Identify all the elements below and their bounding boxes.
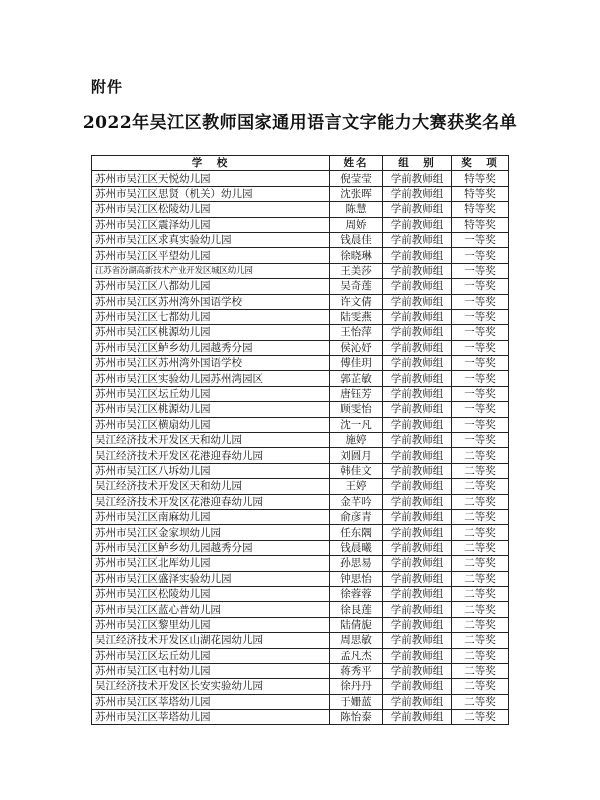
cell-name: 顾雯怡 bbox=[330, 402, 383, 417]
table-row bbox=[92, 294, 509, 309]
cell-name: 陆倩旎 bbox=[330, 617, 383, 632]
cell-group: 学前教师组 bbox=[383, 463, 452, 478]
cell-award: 特等奖 bbox=[452, 186, 509, 201]
table-row bbox=[92, 417, 509, 432]
table-row bbox=[92, 571, 509, 586]
cell-name: 韩佳文 bbox=[330, 463, 383, 478]
cell-school: 苏州市吴江区求真实验幼儿园 bbox=[92, 232, 330, 247]
table-row bbox=[92, 633, 509, 648]
cell-group: 学前教师组 bbox=[383, 448, 452, 463]
table-row bbox=[92, 356, 509, 371]
cell-school: 吴江经济技术开发区天和幼儿园 bbox=[92, 479, 330, 494]
cell-name: 陆雯燕 bbox=[330, 309, 383, 324]
table-row bbox=[92, 448, 509, 463]
cell-school: 苏州市吴江区蓝心普幼儿园 bbox=[92, 602, 330, 617]
cell-award: 二等奖 bbox=[452, 509, 509, 524]
table-row bbox=[92, 279, 509, 294]
cell-school: 苏州市吴江区桃源幼儿园 bbox=[92, 402, 330, 417]
cell-group: 学前教师组 bbox=[383, 617, 452, 632]
cell-group: 学前教师组 bbox=[383, 433, 452, 448]
cell-name: 于姗蓝 bbox=[330, 694, 383, 709]
cell-name: 侯沁妤 bbox=[330, 340, 383, 355]
cell-name: 陈慧 bbox=[330, 202, 383, 217]
table-row bbox=[92, 263, 509, 278]
table-body bbox=[92, 171, 509, 725]
cell-school: 苏州市吴江区苏州湾外国语学校 bbox=[92, 294, 330, 309]
cell-award: 二等奖 bbox=[452, 479, 509, 494]
cell-award: 一等奖 bbox=[452, 248, 509, 263]
cell-name: 王婷 bbox=[330, 479, 383, 494]
cell-name: 沈一凡 bbox=[330, 417, 383, 432]
cell-group: 学前教师组 bbox=[383, 340, 452, 355]
cell-award: 一等奖 bbox=[452, 232, 509, 247]
cell-group: 学前教师组 bbox=[383, 571, 452, 586]
cell-award: 一等奖 bbox=[452, 417, 509, 432]
cell-school: 苏州市吴江区平望幼儿园 bbox=[92, 248, 330, 263]
table-row bbox=[92, 525, 509, 540]
cell-award: 一等奖 bbox=[452, 386, 509, 401]
cell-group: 学前教师组 bbox=[383, 371, 452, 386]
cell-group: 学前教师组 bbox=[383, 248, 452, 263]
table-row bbox=[92, 340, 509, 355]
cell-group: 学前教师组 bbox=[383, 525, 452, 540]
cell-name: 唐钰芳 bbox=[330, 386, 383, 401]
table-row bbox=[92, 402, 509, 417]
table-row bbox=[92, 171, 509, 186]
cell-school: 苏州市吴江区苏州湾外国语学校 bbox=[92, 356, 330, 371]
cell-school: 苏州市吴江区黎里幼儿园 bbox=[92, 617, 330, 632]
cell-group: 学前教师组 bbox=[383, 356, 452, 371]
table-row bbox=[92, 679, 509, 694]
cell-award: 二等奖 bbox=[452, 448, 509, 463]
table-row bbox=[92, 479, 509, 494]
table-row bbox=[92, 433, 509, 448]
cell-school: 苏州市吴江区莘塔幼儿园 bbox=[92, 694, 330, 709]
table-row bbox=[92, 232, 509, 247]
cell-group: 学前教师组 bbox=[383, 602, 452, 617]
cell-award: 一等奖 bbox=[452, 294, 509, 309]
cell-group: 学前教师组 bbox=[383, 663, 452, 678]
cell-award: 二等奖 bbox=[452, 602, 509, 617]
cell-award: 一等奖 bbox=[452, 325, 509, 340]
cell-group: 学前教师组 bbox=[383, 186, 452, 201]
cell-school: 苏州市吴江区震泽幼儿园 bbox=[92, 217, 330, 232]
table-row bbox=[92, 186, 509, 201]
cell-name: 钟思怡 bbox=[330, 571, 383, 586]
cell-group: 学前教师组 bbox=[383, 232, 452, 247]
cell-name: 施婷 bbox=[330, 433, 383, 448]
table-row bbox=[92, 463, 509, 478]
cell-name: 孙思易 bbox=[330, 556, 383, 571]
cell-school: 苏州市吴江区横扇幼儿园 bbox=[92, 417, 330, 432]
cell-group: 学前教师组 bbox=[383, 694, 452, 709]
cell-name: 许文倩 bbox=[330, 294, 383, 309]
cell-group: 学前教师组 bbox=[383, 648, 452, 663]
header-school: 学 校 bbox=[92, 156, 330, 171]
cell-award: 一等奖 bbox=[452, 279, 509, 294]
cell-name: 钱晨佳 bbox=[330, 232, 383, 247]
table-row bbox=[92, 325, 509, 340]
header-group: 组 别 bbox=[383, 156, 452, 171]
cell-group: 学前教师组 bbox=[383, 402, 452, 417]
cell-name: 徐丹丹 bbox=[330, 679, 383, 694]
cell-name: 任东隅 bbox=[330, 525, 383, 540]
cell-award: 二等奖 bbox=[452, 710, 509, 725]
cell-name: 傅佳玥 bbox=[330, 356, 383, 371]
table-row bbox=[92, 556, 509, 571]
cell-school: 苏州市吴江区松陵幼儿园 bbox=[92, 586, 330, 601]
cell-school: 苏州市吴江区莘塔幼儿园 bbox=[92, 710, 330, 725]
cell-name: 俞彦青 bbox=[330, 509, 383, 524]
cell-group: 学前教师组 bbox=[383, 386, 452, 401]
table-row bbox=[92, 494, 509, 509]
cell-award: 二等奖 bbox=[452, 648, 509, 663]
cell-group: 学前教师组 bbox=[383, 586, 452, 601]
cell-award: 一等奖 bbox=[452, 340, 509, 355]
cell-name: 倪莹莹 bbox=[330, 171, 383, 186]
cell-award: 二等奖 bbox=[452, 586, 509, 601]
cell-school: 苏州市吴江区八坼幼儿园 bbox=[92, 463, 330, 478]
cell-school: 苏州市吴江区坛丘幼儿园 bbox=[92, 648, 330, 663]
cell-group: 学前教师组 bbox=[383, 479, 452, 494]
cell-school: 吴江经济技术开发区长安实验幼儿园 bbox=[92, 679, 330, 694]
table-row bbox=[92, 710, 509, 725]
table-row bbox=[92, 217, 509, 232]
cell-name: 孟凡杰 bbox=[330, 648, 383, 663]
cell-award: 二等奖 bbox=[452, 663, 509, 678]
table-row bbox=[92, 586, 509, 601]
cell-name: 刘圆月 bbox=[330, 448, 383, 463]
cell-name: 沈张晖 bbox=[330, 186, 383, 201]
cell-school: 苏州市吴江区屯村幼儿园 bbox=[92, 663, 330, 678]
cell-award: 二等奖 bbox=[452, 694, 509, 709]
cell-award: 二等奖 bbox=[452, 494, 509, 509]
cell-school: 江苏省汾湖高新技术产业开发区城区幼儿园 bbox=[92, 263, 330, 278]
cell-award: 特等奖 bbox=[452, 217, 509, 232]
cell-group: 学前教师组 bbox=[383, 263, 452, 278]
cell-school: 苏州市吴江区思贤（机关）幼儿园 bbox=[92, 186, 330, 201]
table-row bbox=[92, 248, 509, 263]
cell-school: 苏州市吴江区八都幼儿园 bbox=[92, 279, 330, 294]
cell-name: 陈怡泰 bbox=[330, 710, 383, 725]
award-table bbox=[91, 155, 509, 725]
cell-award: 二等奖 bbox=[452, 679, 509, 694]
cell-school: 苏州市吴江区实验幼儿园苏州湾园区 bbox=[92, 371, 330, 386]
cell-name: 郭芷敏 bbox=[330, 371, 383, 386]
table-row bbox=[92, 694, 509, 709]
table-row bbox=[92, 648, 509, 663]
table-row bbox=[92, 540, 509, 555]
cell-school: 苏州市吴江区七都幼儿园 bbox=[92, 309, 330, 324]
cell-group: 学前教师组 bbox=[383, 679, 452, 694]
cell-award: 一等奖 bbox=[452, 356, 509, 371]
cell-award: 二等奖 bbox=[452, 525, 509, 540]
cell-school: 吴江经济技术开发区花港迎春幼儿园 bbox=[92, 448, 330, 463]
cell-school: 苏州市吴江区天悦幼儿园 bbox=[92, 171, 330, 186]
cell-school: 苏州市吴江区金家坝幼儿园 bbox=[92, 525, 330, 540]
cell-name: 王美莎 bbox=[330, 263, 383, 278]
table-row bbox=[92, 202, 509, 217]
table-row bbox=[92, 509, 509, 524]
cell-school: 苏州市吴江区南麻幼儿园 bbox=[92, 509, 330, 524]
cell-award: 一等奖 bbox=[452, 433, 509, 448]
cell-award: 一等奖 bbox=[452, 402, 509, 417]
table-row bbox=[92, 371, 509, 386]
cell-group: 学前教师组 bbox=[383, 171, 452, 186]
table-row bbox=[92, 663, 509, 678]
cell-award: 一等奖 bbox=[452, 309, 509, 324]
table-header-row bbox=[92, 156, 509, 171]
cell-group: 学前教师组 bbox=[383, 710, 452, 725]
cell-school: 吴江经济技术开发区花港迎春幼儿园 bbox=[92, 494, 330, 509]
cell-award: 二等奖 bbox=[452, 617, 509, 632]
table-row bbox=[92, 617, 509, 632]
cell-group: 学前教师组 bbox=[383, 202, 452, 217]
cell-group: 学前教师组 bbox=[383, 309, 452, 324]
cell-award: 二等奖 bbox=[452, 633, 509, 648]
cell-group: 学前教师组 bbox=[383, 294, 452, 309]
cell-award: 二等奖 bbox=[452, 556, 509, 571]
cell-school: 苏州市吴江区桃源幼儿园 bbox=[92, 325, 330, 340]
cell-school: 苏州市吴江区盛泽实验幼儿园 bbox=[92, 571, 330, 586]
cell-group: 学前教师组 bbox=[383, 494, 452, 509]
cell-award: 一等奖 bbox=[452, 371, 509, 386]
cell-school: 苏州市吴江区鲈乡幼儿园越秀分园 bbox=[92, 340, 330, 355]
attachment-label: 附件 bbox=[91, 78, 124, 96]
cell-award: 二等奖 bbox=[452, 540, 509, 555]
cell-award: 二等奖 bbox=[452, 463, 509, 478]
cell-name: 周思敏 bbox=[330, 633, 383, 648]
cell-school: 吴江经济技术开发区天和幼儿园 bbox=[92, 433, 330, 448]
cell-award: 特等奖 bbox=[452, 202, 509, 217]
cell-name: 王怡萍 bbox=[330, 325, 383, 340]
cell-group: 学前教师组 bbox=[383, 509, 452, 524]
cell-group: 学前教师组 bbox=[383, 217, 452, 232]
header-award: 奖 项 bbox=[452, 156, 509, 171]
cell-name: 金芊吟 bbox=[330, 494, 383, 509]
cell-school: 吴江经济技术开发区山湖花园幼儿园 bbox=[92, 633, 330, 648]
cell-school: 苏州市吴江区鲈乡幼儿园越秀分园 bbox=[92, 540, 330, 555]
cell-name: 徐艮莲 bbox=[330, 602, 383, 617]
cell-school: 苏州市吴江区坛丘幼儿园 bbox=[92, 386, 330, 401]
cell-group: 学前教师组 bbox=[383, 556, 452, 571]
cell-group: 学前教师组 bbox=[383, 540, 452, 555]
table-row bbox=[92, 386, 509, 401]
cell-award: 特等奖 bbox=[452, 171, 509, 186]
cell-group: 学前教师组 bbox=[383, 417, 452, 432]
cell-group: 学前教师组 bbox=[383, 325, 452, 340]
cell-name: 吴奇莲 bbox=[330, 279, 383, 294]
table-row bbox=[92, 309, 509, 324]
cell-name: 蒋秀平 bbox=[330, 663, 383, 678]
cell-school: 苏州市吴江区松陵幼儿园 bbox=[92, 202, 330, 217]
cell-name: 周娇 bbox=[330, 217, 383, 232]
cell-school: 苏州市吴江区北厍幼儿园 bbox=[92, 556, 330, 571]
document-title: 2022年吴江区教师国家通用语言文字能力大赛获奖名单 bbox=[82, 113, 518, 133]
table-row bbox=[92, 602, 509, 617]
cell-award: 一等奖 bbox=[452, 263, 509, 278]
cell-group: 学前教师组 bbox=[383, 633, 452, 648]
cell-name: 徐蓉蓉 bbox=[330, 586, 383, 601]
cell-name: 徐晓琳 bbox=[330, 248, 383, 263]
cell-group: 学前教师组 bbox=[383, 279, 452, 294]
header-name: 姓名 bbox=[330, 156, 383, 171]
cell-name: 钱晨曦 bbox=[330, 540, 383, 555]
cell-award: 二等奖 bbox=[452, 571, 509, 586]
